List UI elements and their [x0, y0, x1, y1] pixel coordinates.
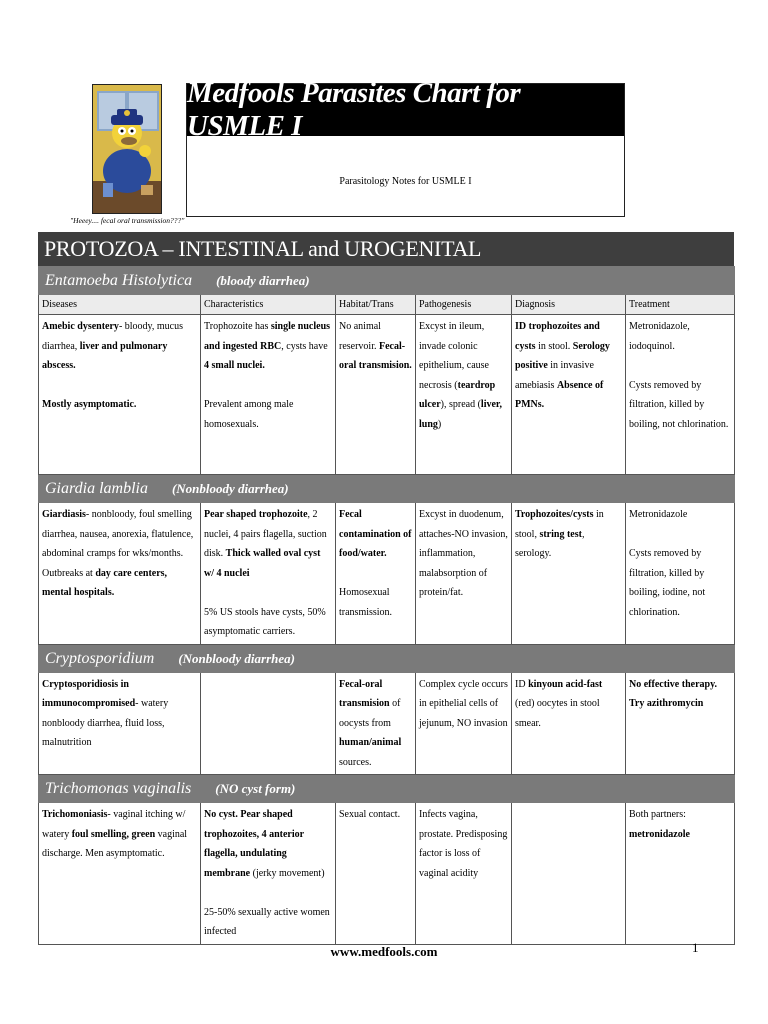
logo-caption: "Heeey.... fecal oral transmission???": [70, 216, 185, 225]
col-header-characteristics: Characteristics: [201, 295, 336, 315]
cell-characteristics: [201, 672, 336, 775]
cell-treatment: Metronidazole Cysts removed by filtration, killed by boiling, iodine, not chlorination.: [626, 503, 735, 645]
organism-note: (Nonbloody diarrhea): [171, 481, 289, 496]
col-header-diagnosis: Diagnosis: [512, 295, 626, 315]
organism-name: Cryptosporidium: [45, 649, 155, 667]
cell-diseases: Amebic dysentery- bloody, mucus diarrhea, liver and pulmonary abscess. Mostly asymptomatic.: [39, 315, 201, 475]
organism-header-row: [39, 775, 735, 803]
cell-pathogenesis: Complex cycle occurs in epithelial cells of jejunum, NO invasion: [416, 672, 512, 775]
cell-characteristics: Trophozoite has single nucleus and ingested RBC, cysts have 4 small nuclei. Prevalent among male homosexuals.: [201, 315, 336, 475]
page-subtitle: Parasitology Notes for USMLE I: [339, 176, 472, 187]
page-number: 1: [692, 940, 699, 955]
organism-name: Giardia lamblia: [45, 480, 148, 497]
cell-diagnosis: ID trophozoites and cysts in stool. Serology positive in invasive amebiasis Absence of PMNs.: [512, 315, 626, 475]
cell-treatment: Metronidazole, iodoquinol. Cysts removed by filtration, killed by boiling, not chlorination.: [626, 315, 735, 475]
table-row: [39, 803, 735, 945]
organism-note: (NO cyst form): [215, 781, 296, 796]
organism-name: Trichomonas vaginalis: [45, 780, 192, 797]
section-heading: PROTOZOA – INTESTINAL and UROGENITAL: [38, 232, 734, 266]
organism-note: (Nonbloody diarrhea): [178, 650, 295, 666]
column-header-row: [39, 295, 735, 315]
cell-habitat: Fecal contamination of food/water. Homosexual transmission.: [336, 503, 416, 645]
cell-diseases: Cryptosporidiosis in immunocompromised- watery nonbloody diarrhea, fluid loss, malnutrition: [39, 672, 201, 775]
cell-diseases: Giardiasis- nonbloody, foul smelling diarrhea, nausea, anorexia, flatulence, abdominal cramps for wks/months. Outbreaks at day care centers, mental hospitals.: [39, 503, 201, 645]
cell-diagnosis: Trophozoites/cysts in stool, string test, serology.: [512, 503, 626, 645]
parasites-table: [38, 266, 735, 945]
cell-diseases: Trichomoniasis- vaginal itching w/ watery foul smelling, green vaginal discharge. Men asymptomatic.: [39, 803, 201, 945]
cell-habitat: Fecal-oral transmision of oocysts from human/animal sources.: [336, 672, 416, 775]
col-header-treatment: Treatment: [626, 295, 735, 315]
table-row: [39, 315, 735, 475]
cell-diagnosis: ID kinyoun acid-fast (red) oocytes in stool smear.: [512, 672, 626, 775]
organism-header-row: [39, 267, 735, 295]
cell-treatment: No effective therapy. Try azithromycin: [626, 672, 735, 775]
col-header-habitat: Habitat/Trans: [336, 295, 416, 315]
cell-characteristics: No cyst. Pear shaped trophozoites, 4 anterior flagella, undulating membrane (jerky movement) 25-50% sexually active women infected: [201, 803, 336, 945]
cell-diagnosis: [512, 803, 626, 945]
organism-name: Entamoeba Histolytica: [45, 272, 193, 289]
cell-pathogenesis: Excyst in ileum, invade colonic epithelium, cause necrosis (teardrop ulcer), spread (liver, lung): [416, 315, 512, 475]
footer-url[interactable]: www.medfools.com: [330, 944, 438, 959]
organism-note: (bloody diarrhea): [216, 273, 310, 288]
cell-habitat: No animal reservoir. Fecal-oral transmision.: [336, 315, 416, 475]
table-row: [39, 672, 735, 775]
logo-image: [92, 84, 162, 214]
page-title: Medfools Parasites Chart for USMLE I: [187, 84, 624, 136]
table-row: [39, 503, 735, 645]
col-header-pathogenesis: Pathogenesis: [416, 295, 512, 315]
cell-pathogenesis: Excyst in duodenum, attaches-NO invasion, inflammation, malabsorption of protein/fat.: [416, 503, 512, 645]
cell-treatment: Both partners: metronidazole: [626, 803, 735, 945]
cell-habitat: Sexual contact.: [336, 803, 416, 945]
cartoon-officer-icon: [93, 85, 162, 214]
organism-header-row: [39, 644, 735, 672]
cell-pathogenesis: Infects vagina, prostate. Predisposing factor is loss of vaginal acidity: [416, 803, 512, 945]
title-block: [186, 77, 625, 217]
cell-characteristics: Pear shaped trophozoite, 2 nuclei, 4 pairs flagella, suction disk. Thick walled oval cyst w/ 4 nuclei 5% US stools have cysts, 50% asymptomatic carriers.: [201, 503, 336, 645]
col-header-diseases: Diseases: [39, 295, 201, 315]
organism-header-row: [39, 475, 735, 503]
